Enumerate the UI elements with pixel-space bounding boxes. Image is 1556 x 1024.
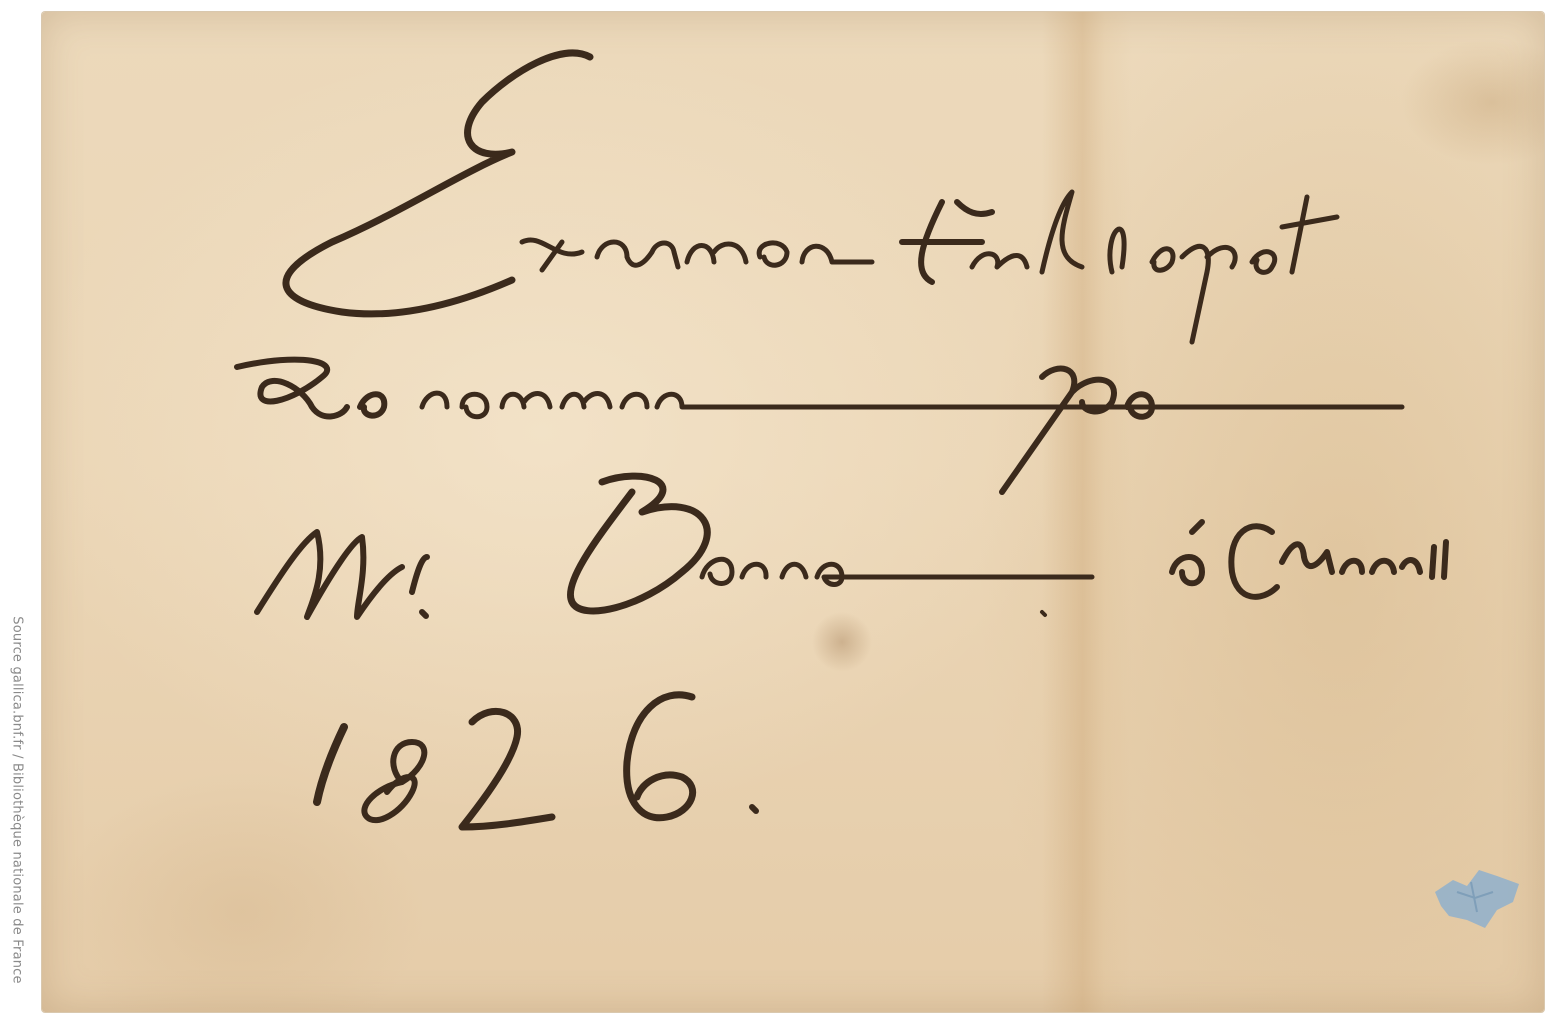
manuscript-card [42, 12, 1544, 1012]
handwriting-line-4 [317, 695, 756, 827]
handwriting-line-3 [257, 476, 1446, 617]
source-strip [0, 0, 34, 1024]
handwriting [42, 12, 1544, 1012]
handwriting-line-1 [286, 53, 1337, 342]
handwriting-line-2 [237, 360, 1402, 492]
source-credit: Source gallica.bnf.fr / Bibliothèque nationale de France [9, 616, 25, 984]
